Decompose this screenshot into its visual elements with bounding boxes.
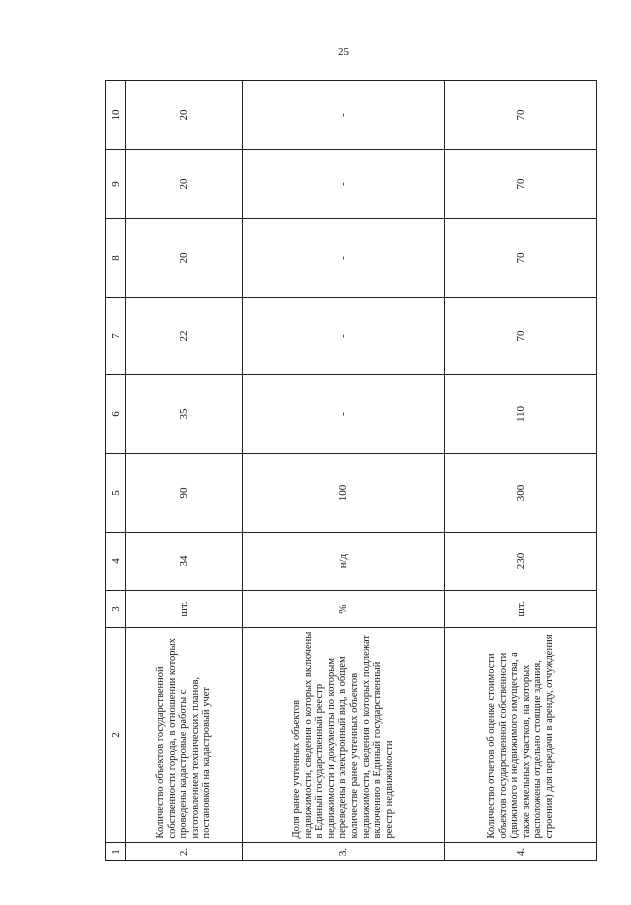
header-col-5: 5 xyxy=(109,489,122,496)
row-4-value-col5: 300 xyxy=(515,484,527,501)
header-col-6: 6 xyxy=(109,410,122,417)
header-col-1: 1 xyxy=(109,849,122,855)
row-4-unit: шт. xyxy=(515,600,527,617)
header-col-9: 9 xyxy=(109,180,122,187)
row-3-value-col7: - xyxy=(337,333,349,338)
row-4-value-col4: 230 xyxy=(515,552,527,570)
row-3-value-col9: - xyxy=(337,181,349,186)
row-4-description: Количество отчетов об оценке стоимости объектов государственной собственности (движимого и недвижимого имущества, а также земельных участков, на которых расположены отдельно стоящие здания, строения) для передачи в аренду, отчуждения xyxy=(486,633,556,838)
row-3-value-col8: - xyxy=(337,255,349,260)
header-col-8: 8 xyxy=(109,254,122,261)
row-2-value-col10: 20 xyxy=(177,109,190,121)
header-col-4: 4 xyxy=(109,558,122,564)
row-2-number: 2. xyxy=(177,847,190,857)
row-3-description: Доля ранее учтенных объектов недвижимости, сведения о которых включены в Единый государственный реестр недвижимости и документы по которым переведены в электронный вид, в общем количестве ранее учтенных объектов недвижимости, сведения о которых подлежат включению в Единый государственный реестр недвижимости xyxy=(290,631,395,838)
row-2-value-col7: 22 xyxy=(177,330,190,341)
header-col-2: 2 xyxy=(109,731,122,738)
row-4-value-col7: 70 xyxy=(515,330,527,341)
row-3-value-col4: н/д xyxy=(337,553,349,569)
header-col-7: 7 xyxy=(109,332,122,339)
row-2-description: Количество объектов государственной собственности города, в отношении которых проведены кадастровые работы с изготовлением технических планов, постановкой на кадастровый учет xyxy=(154,637,212,838)
row-3-value-col10: - xyxy=(337,113,349,117)
row-2-value-col6: 35 xyxy=(177,408,190,419)
page-number: 25 xyxy=(338,46,349,58)
row-3-number: 3. xyxy=(337,847,349,857)
row-4-value-col6: 110 xyxy=(515,405,527,422)
row-4-value-col9: 70 xyxy=(515,178,527,189)
header-col-3: 3 xyxy=(109,605,122,612)
row-2-value-col8: 20 xyxy=(177,252,190,263)
row-2-value-col5: 90 xyxy=(177,487,190,498)
row-3-unit: % xyxy=(337,603,349,614)
row-2-value-col4: 34 xyxy=(177,555,190,567)
indicator-table xyxy=(105,80,597,861)
row-4-number: 4. xyxy=(515,847,527,857)
row-4-value-col10: 70 xyxy=(515,109,527,121)
row-2-value-col9: 20 xyxy=(177,178,190,189)
row-4-value-col8: 70 xyxy=(515,252,527,263)
row-3-value-col5: 100 xyxy=(337,484,349,501)
header-col-10: 10 xyxy=(109,109,122,121)
row-2-unit: шт. xyxy=(177,600,190,617)
row-3-value-col6: - xyxy=(337,411,349,416)
